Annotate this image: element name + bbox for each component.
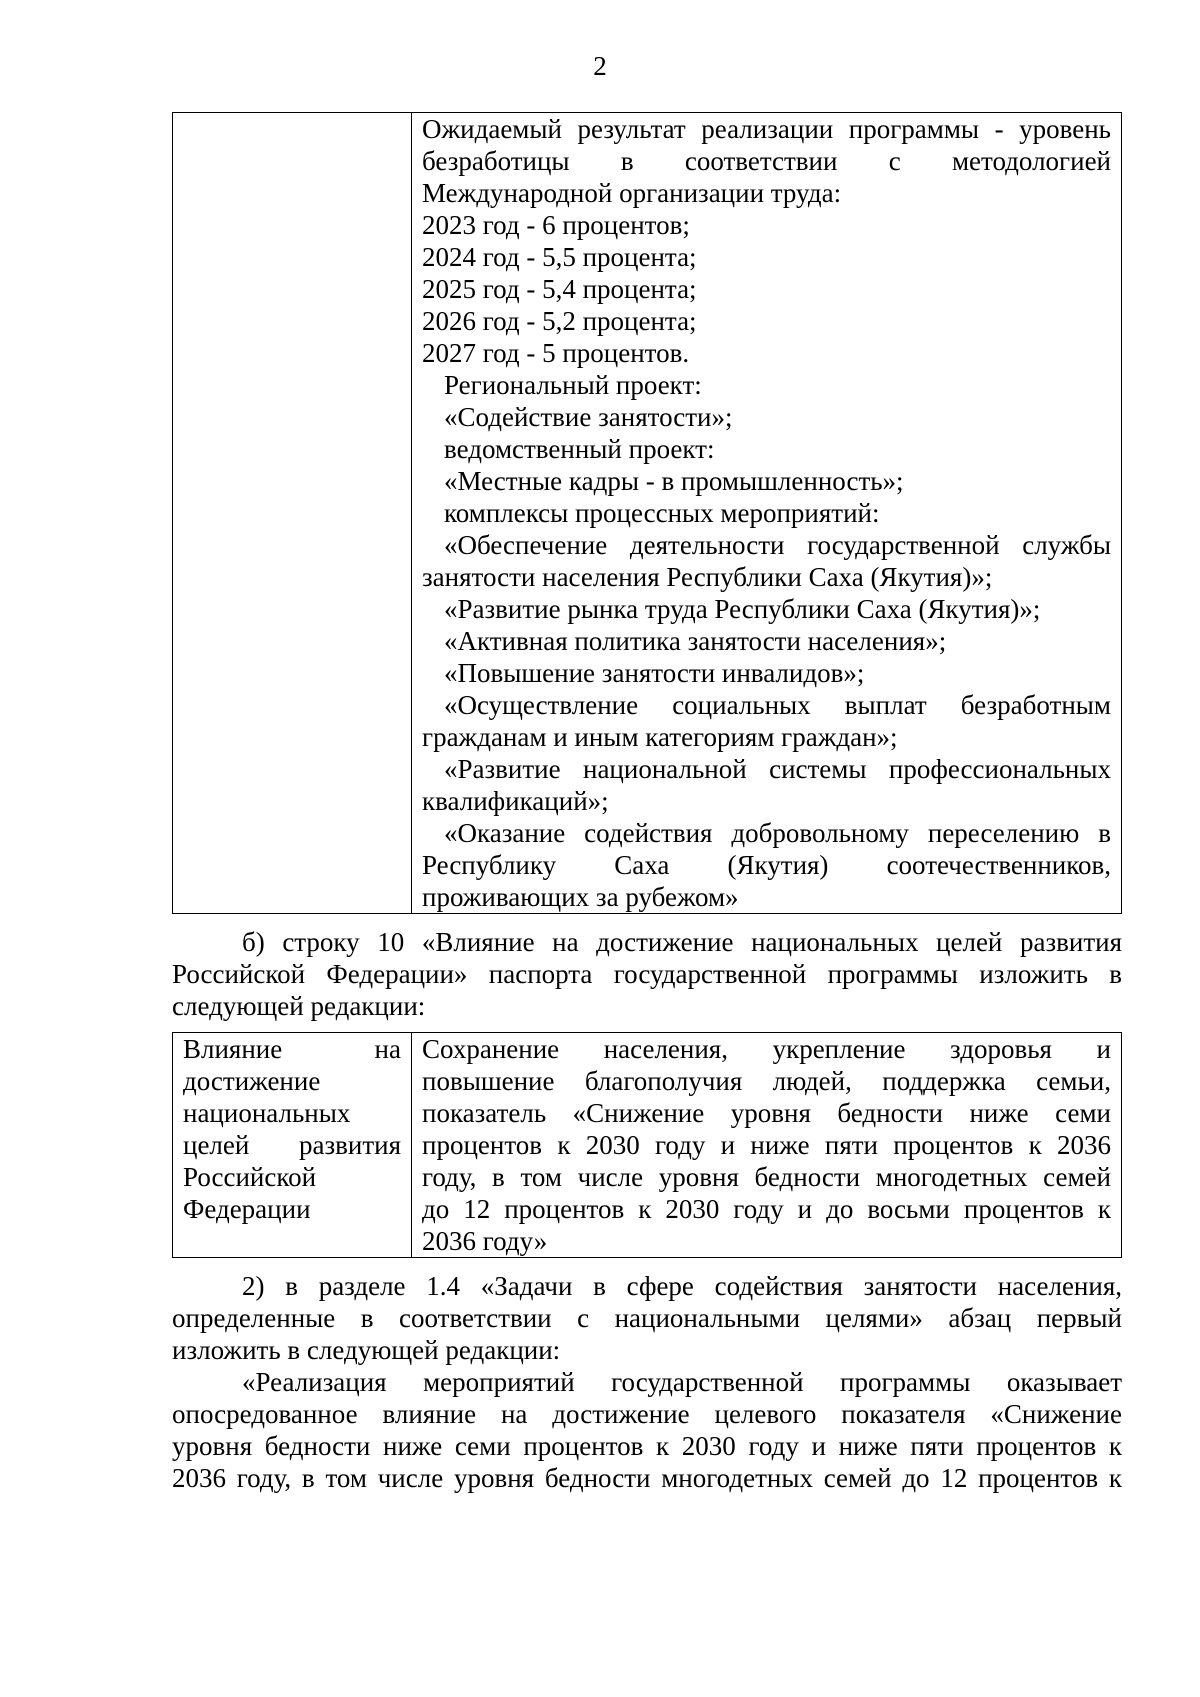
- text-line: национальных: [183, 1098, 351, 1128]
- text-line: «Оказание содействия добровольному переселению в: [444, 818, 1111, 848]
- text-line: 2023 год - 6 процентов;: [422, 210, 690, 240]
- text-line: следующей редакции:: [172, 991, 426, 1021]
- text-line: уровня бедности ниже семи процентов к 2030 году и ниже пяти процентов к: [172, 1431, 1122, 1461]
- text-line: б) строку 10 «Влияние на достижение национальных целей развития: [242, 927, 1122, 957]
- text-line: Сохранение населения, укрепление здоровья и: [422, 1034, 1111, 1064]
- table-cell-heading: [173, 1033, 412, 1258]
- text-line: целей развития: [183, 1130, 401, 1160]
- text-line: достижение: [183, 1066, 321, 1096]
- text-line: «Повышение занятости инвалидов»;: [444, 658, 865, 688]
- document-body: [172, 112, 1122, 1494]
- paragraph-b: [172, 926, 1122, 1022]
- text-line: Влияние на: [183, 1034, 401, 1064]
- text-line: «Местные кадры - в промышленность»;: [444, 466, 904, 496]
- text-line: Российской: [183, 1162, 317, 1192]
- text-line: 2036 году»: [422, 1226, 548, 1256]
- text-line: «Осуществление социальных выплат безработным: [444, 690, 1111, 720]
- text-line: Региональный проект:: [444, 370, 702, 400]
- table-row: [173, 113, 1122, 914]
- text-line: Международной организации труда:: [422, 178, 842, 208]
- text-line: «Содействие занятости»;: [444, 402, 733, 432]
- text-line: занятости населения Республики Саха (Якутия)»;: [422, 562, 993, 592]
- text-line: квалификаций»;: [422, 786, 609, 816]
- text-line: показатель «Снижение уровня бедности ниже семи: [422, 1098, 1111, 1128]
- page-number: 2: [593, 51, 607, 81]
- table-cell-left-empty: [173, 113, 412, 914]
- text-line: Российской Федерации» паспорта государственной программы изложить в: [172, 959, 1122, 989]
- text-line: 2036 году, в том числе уровня бедности многодетных семей до 12 процентов к: [172, 1463, 1122, 1493]
- text-line: гражданам и иным категориям граждан»;: [422, 722, 898, 752]
- national-goals-heading: [183, 1033, 401, 1225]
- text-line: изложить в следующей редакции:: [172, 1335, 561, 1365]
- text-line: «Активная политика занятости населения»;: [444, 626, 947, 656]
- text-line: 2) в разделе 1.4 «Задачи в сфере содействия занятости населения,: [242, 1271, 1122, 1301]
- table-row: [173, 1033, 1122, 1258]
- text-line: до 12 процентов к 2030 году и до восьми процентов к: [422, 1194, 1111, 1224]
- text-line: «Обеспечение деятельности государственной службы: [444, 530, 1111, 560]
- text-line: опосредованное влияние на достижение целевого показателя «Снижение: [172, 1399, 1122, 1429]
- text-line: комплексы процессных мероприятий:: [444, 498, 880, 528]
- paragraph-quote: [172, 1366, 1122, 1494]
- expected-results-text: [422, 113, 1111, 913]
- text-line: Республику Саха (Якутия) соотечественников,: [422, 850, 1111, 880]
- text-line: процентов к 2030 году и ниже пяти процентов к 2036: [422, 1130, 1111, 1160]
- text-line: 2027 год - 5 процентов.: [422, 338, 690, 368]
- text-line: ведомственный проект:: [444, 434, 715, 464]
- national-goals-text: [422, 1033, 1111, 1257]
- text-line: «Развитие рынка труда Республики Саха (Якутия)»;: [444, 594, 1041, 624]
- text-line: Федерации: [183, 1194, 311, 1224]
- text-line: 2026 год - 5,2 процента;: [422, 306, 697, 336]
- text-line: безработицы в соответствии с методологией: [422, 146, 1111, 176]
- table-cell-expected-results: [412, 113, 1122, 914]
- text-line: 2024 год - 5,5 процента;: [422, 242, 697, 272]
- text-line: проживающих за рубежом»: [422, 882, 739, 912]
- text-line: году, в том числе уровня бедности многодетных семей: [422, 1162, 1111, 1192]
- paragraph-2: [172, 1270, 1122, 1366]
- national-goals-table: [172, 1032, 1122, 1258]
- program-results-table: [172, 112, 1122, 914]
- text-line: повышение благополучия людей, поддержка семьи,: [422, 1066, 1111, 1096]
- table-cell-content: [412, 1033, 1122, 1258]
- text-line: «Реализация мероприятий государственной программы оказывает: [242, 1367, 1122, 1397]
- text-line: «Развитие национальной системы профессиональных: [444, 754, 1111, 784]
- text-line: 2025 год - 5,4 процента;: [422, 274, 697, 304]
- text-line: определенные в соответствии с национальными целями» абзац первый: [172, 1303, 1122, 1333]
- text-line: Ожидаемый результат реализации программы - уровень: [422, 114, 1111, 144]
